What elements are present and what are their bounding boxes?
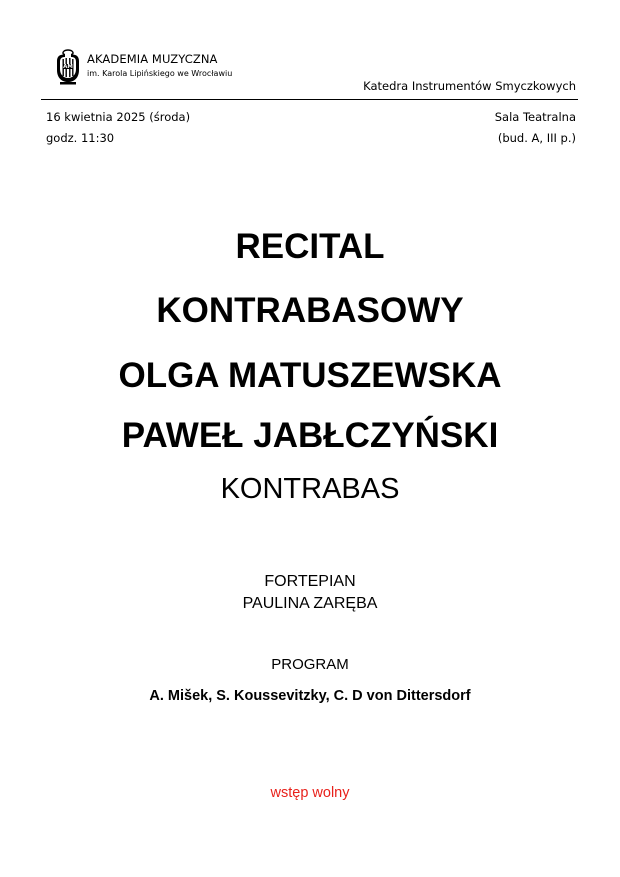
event-date: 16 kwietnia 2025 (środa) (46, 110, 191, 124)
department-name: Katedra Instrumentów Smyczkowych (363, 79, 576, 93)
performer-name: OLGA MATUSZEWSKA (118, 356, 502, 395)
performer-instrument: KONTRABAS (220, 473, 400, 505)
program-composers: A. Mišek, S. Koussevitzky, C. D von Dittersdorf (149, 688, 471, 704)
accompaniment (0, 571, 620, 615)
recital-title (0, 215, 620, 343)
accompaniment-instrument: FORTEPIAN (264, 573, 356, 590)
accompanist-name: PAULINA ZARĘBA (242, 595, 378, 612)
performer-name: PAWEŁ JABŁCZYŃSKI (121, 416, 499, 455)
header-divider (41, 99, 578, 100)
venue-name: Sala Teatralna (494, 110, 576, 124)
title-line-1: RECITAL (235, 227, 385, 266)
event-venue (495, 107, 576, 149)
svg-text:AM: AM (63, 64, 73, 70)
admission-note: wstęp wolny (270, 785, 350, 801)
program-label: PROGRAM (271, 656, 349, 673)
title-line-2: KONTRABASOWY (156, 291, 464, 330)
institution-name: AKADEMIA MUZYCZNA (87, 52, 218, 66)
performer-names (0, 346, 620, 466)
event-datetime (46, 107, 190, 149)
event-time: godz. 11:30 (46, 131, 115, 145)
lyre-icon (54, 49, 82, 85)
venue-detail: (bud. A, III p.) (497, 131, 576, 145)
institution-subtitle: im. Karola Lipińskiego we Wrocławiu (87, 69, 233, 78)
